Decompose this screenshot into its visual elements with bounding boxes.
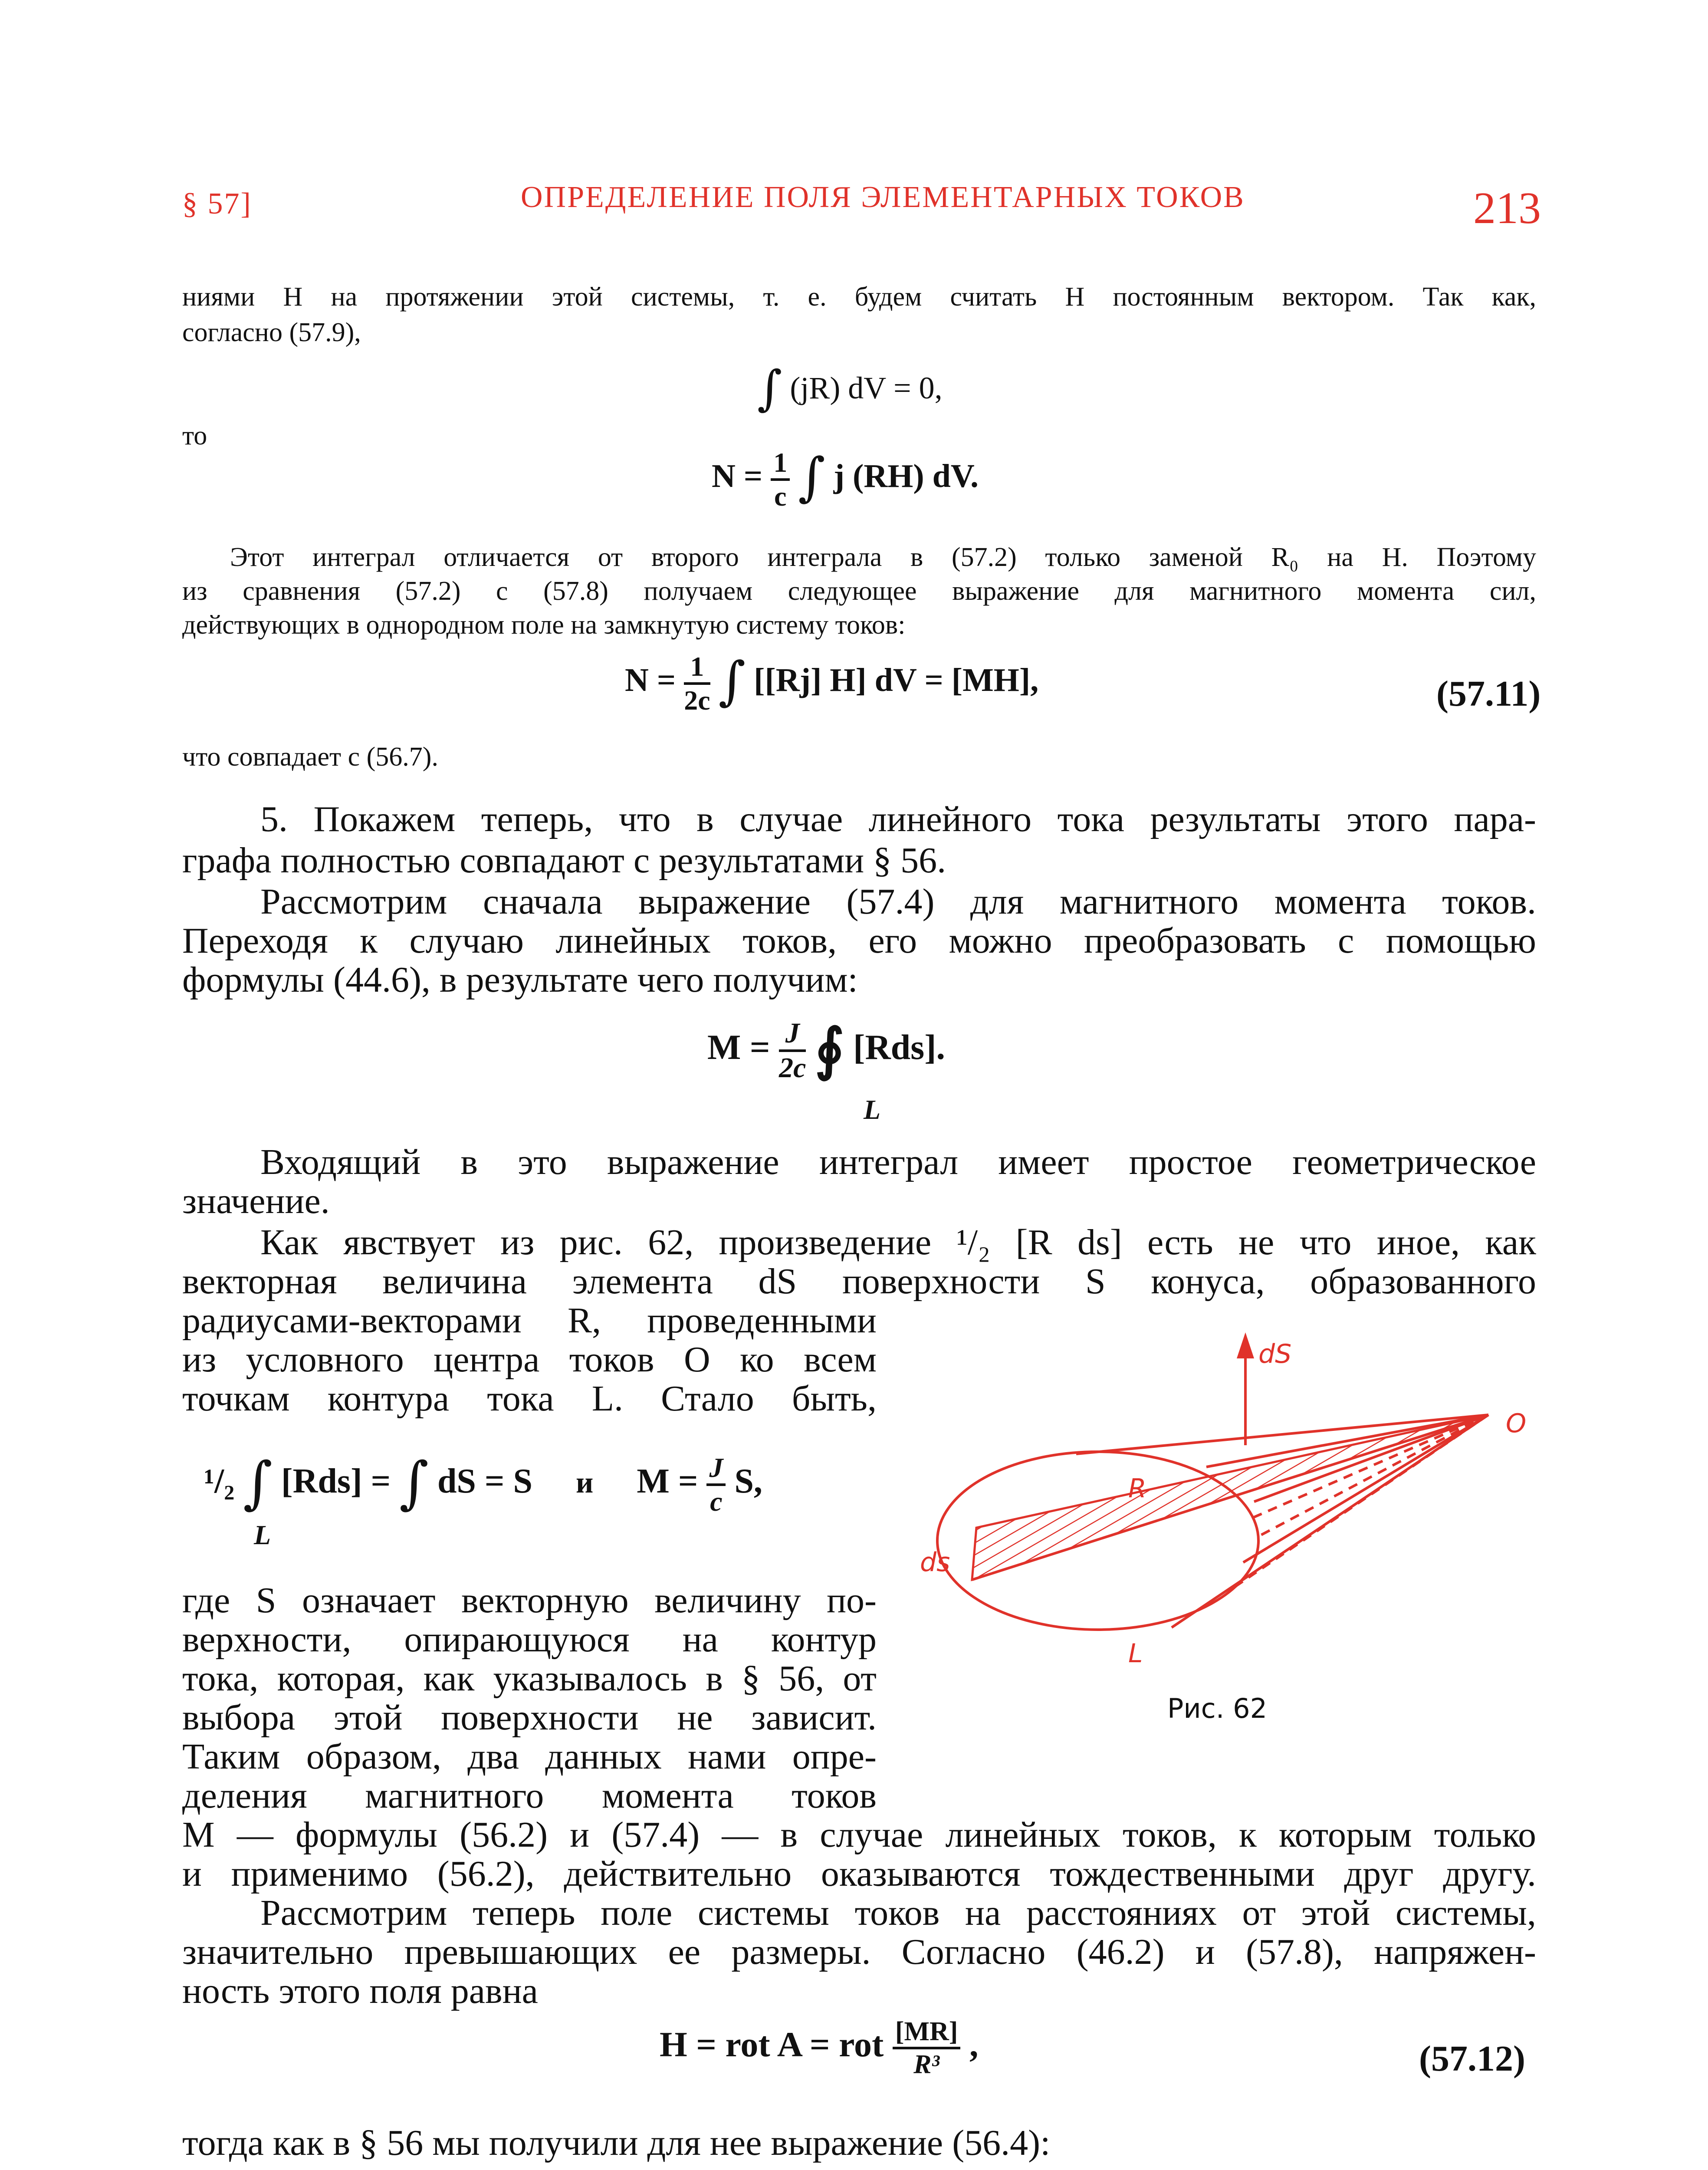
equation-number-57-12: (57.12) bbox=[1419, 2038, 1525, 2079]
small-p2-line-2: из сравнения (57.2) с (57.8) получаем следующее выражение для магнитного момента сил, bbox=[182, 576, 1536, 606]
p10-line-1: Рассмотрим теперь поле системы токов на расстояниях от этой системы, bbox=[260, 1893, 1536, 1933]
p9-line-5: Таким образом, два данных нами опре- bbox=[182, 1736, 877, 1777]
equation-jr: ∫ (jR) dV = 0, bbox=[757, 360, 943, 416]
equation-half: ¹/₂ ∫ [Rds] = ∫ dS = S и M = $\frac{J}{c}$ S, bbox=[204, 1450, 762, 1517]
p9-line-3: тока, которая, как указывалось в § 56, от bbox=[182, 1658, 877, 1699]
label-R: R bbox=[1128, 1473, 1146, 1504]
p8-line-1: Как явствует из рис. 62, произведение ¹/₂ [R ds] есть не что иное, как bbox=[260, 1222, 1536, 1263]
equation-m-subscript: L bbox=[864, 1094, 881, 1125]
p9-line-6: деления магнитного момента токов bbox=[182, 1775, 877, 1816]
equation-n2: N = $\frac{1}{2c}$ ∫ [[Rj] H] dV = [MH], bbox=[625, 651, 1039, 716]
label-ds: ds bbox=[920, 1547, 950, 1578]
section-ref: § 57] bbox=[182, 187, 252, 220]
p8-line-4: из условного центра токов O ко всем bbox=[182, 1339, 877, 1380]
p10-line-2: значительно превышающих ее размеры. Согласно (46.2) и (57.8), напряжен- bbox=[182, 1932, 1536, 1972]
p11-line-1: тогда как в § 56 мы получили для нее выражение (56.4): bbox=[182, 2123, 1051, 2163]
equation-half-subscript: L bbox=[254, 1519, 271, 1550]
p9-line-4: выбора этой поверхности не зависит. bbox=[182, 1697, 877, 1738]
figure-62-cone-diagram bbox=[903, 1319, 1580, 1710]
small-p2-line-3: действующих в однородном поле на замкнутую систему токов: bbox=[182, 610, 906, 640]
figure-caption: Рис. 62 bbox=[1167, 1693, 1268, 1724]
running-title: ОПРЕДЕЛЕНИЕ ПОЛЯ ЭЛЕМЕНТАРНЫХ ТОКОВ bbox=[521, 181, 1245, 214]
p9-line-8: и применимо (56.2), действительно оказываются тождественными друг другу. bbox=[182, 1854, 1536, 1894]
p9-line-7: M — формулы (56.2) и (57.4) — в случае линейных токов, к которым только bbox=[182, 1815, 1536, 1855]
label-O: O bbox=[1506, 1408, 1527, 1439]
p5-line-2: графа полностью совпадают с результатами § 56. bbox=[182, 840, 946, 881]
equation-h1: H = rot A = rot $\frac{[MR]}{\text{R³}}$ , bbox=[660, 2017, 979, 2079]
p5-line-1: 5. Покажем теперь, что в случае линейного тока результаты этого пара- bbox=[260, 799, 1536, 839]
small-p2-line-1: Этот интеграл отличается от второго интеграла в (57.2) только заменой R₀ на H. Поэтому bbox=[230, 542, 1536, 572]
page-number: 213 bbox=[1473, 183, 1541, 233]
p6-line-1: Рассмотрим сначала выражение (57.4) для магнитного момента токов. bbox=[260, 881, 1536, 922]
p8-line-2: векторная величина элемента dS поверхности S конуса, образованного bbox=[182, 1261, 1536, 1302]
p6-line-3: формулы (44.6), в результате чего получим: bbox=[182, 960, 858, 1000]
p9-line-2: верхности, опирающуюся на контур bbox=[182, 1619, 877, 1660]
equation-number-57-11: (57.11) bbox=[1436, 674, 1541, 714]
equation-n1: N = $\frac{1}{c}$ ∫ j (RH) dV. bbox=[712, 447, 979, 512]
p9-line-1: где S означает векторную величину по- bbox=[182, 1580, 877, 1621]
dS-arrow-head bbox=[1237, 1332, 1254, 1358]
small-line-2: согласно (57.9), bbox=[182, 318, 361, 347]
label-L: L bbox=[1128, 1638, 1143, 1669]
p7-line-2: значение. bbox=[182, 1181, 330, 1221]
word-to: то bbox=[182, 421, 207, 450]
equation-m: M = $\frac{J}{2c}$ ∮ [Rds]. bbox=[707, 1016, 946, 1084]
small-line-1: ниями H на протяжении этой системы, т. е. будем считать H постоянным вектором. Так как, bbox=[182, 282, 1536, 312]
small-coincides: что совпадает с (56.7). bbox=[182, 742, 438, 772]
label-dS: dS bbox=[1258, 1339, 1292, 1369]
p8-line-5: точкам контура тока L. Стало быть, bbox=[182, 1378, 877, 1419]
p6-line-2: Переходя к случаю линейных токов, его можно преобразовать с помощью bbox=[182, 921, 1536, 961]
p8-line-3: радиусами-векторами R, проведенными bbox=[182, 1300, 877, 1341]
p7-line-1: Входящий в это выражение интеграл имеет простое геометрическое bbox=[260, 1142, 1536, 1182]
p10-line-3: ность этого поля равна bbox=[182, 1971, 538, 2011]
